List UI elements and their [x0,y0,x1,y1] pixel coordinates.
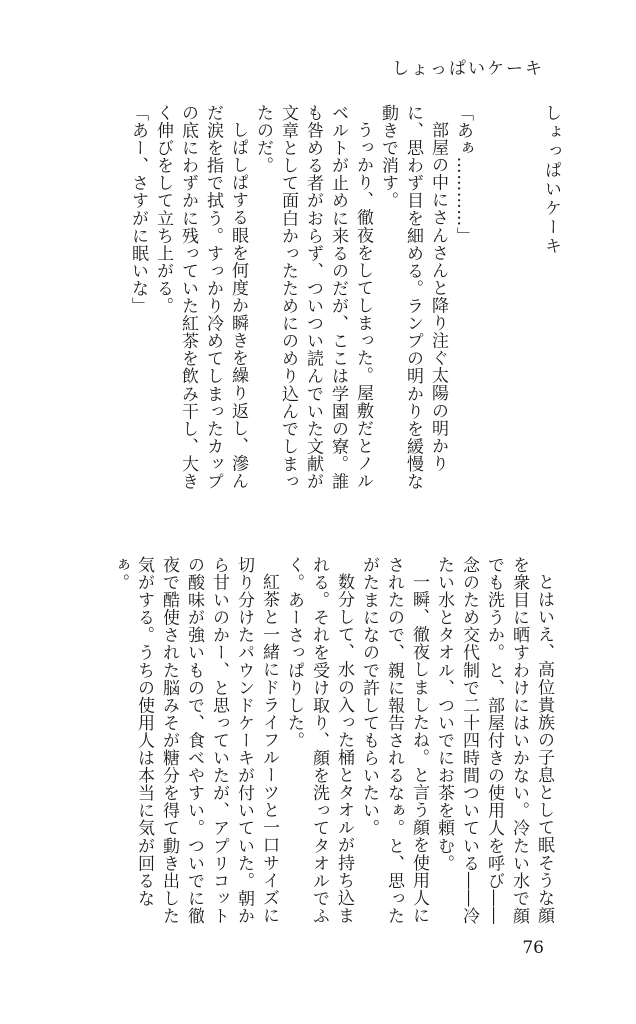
paragraph: 数分して、水の入った桶とタオルが持ち込まれる。それを受け取り、顔を洗ってタオルでふく。あーさっぱりした。 [284,556,354,925]
paragraph: 部屋の中にさんさんと降り注ぐ太陽の明かりに、思わず目を細める。ランプの明かりを緩慢な動きで消す。 [378,104,448,491]
upper-text-block [115,104,475,496]
paragraph: 一瞬、徹夜しましたね。と言う顔を使用人にされたので、親に報告されるなぁ。と、思ったがたまになので許してもらいたい。 [359,556,429,925]
paragraph-dialogue-sleepy: 「あー、さすがに眠いな」 [128,104,148,315]
paragraph: しぱしぱする眼を何度か瞬きを繰り返し、滲んだ涙を指で拭う。すっかり冷めてしまったカップの底にわずかに残っていた紅茶を飲み干し、大きく伸びをして立ち上がる。 [153,104,248,491]
paragraph-dialogue-sigh: 「あぁ…………」 [453,104,473,245]
paragraph: 紅茶と一緒にドライフルーツと一口サイズに切り分けたパウンドケーキが付いていた。朝から甘いのかー、と思っていたが、アプリコットの酸味が強いもので、食べやすい。ついでに徹夜で酷使された脳みそが糖分を得て動き出した気がする。うちの使用人は本当に気が回るなぁ。 [109,556,279,925]
lower-text-block [86,556,556,936]
paragraph: とはいえ、高位貴族の子息として眠そうな顔を衆目に晒すわけにはいかない。冷たい水で顔でも洗うか。と、部屋付きの使用人を呼び――念のため交代制で二十四時間ついている――冷たい水とタオル、ついでにお茶を頼む。 [434,556,554,925]
paragraph: うっかり、徹夜をしてしまった。屋敷だとノルベルトが止めに来るのだが、ここは学園の寮。誰も咎める者がおらず、ついつい読んでいた文献が文章として面白かったためにのめり込んでしまったのだ。 [253,104,373,491]
chapter-title: しょっぱいケーキ [541,104,561,256]
running-header: しょっぱいケーキ [392,59,544,79]
page-number: 76 [522,938,544,958]
